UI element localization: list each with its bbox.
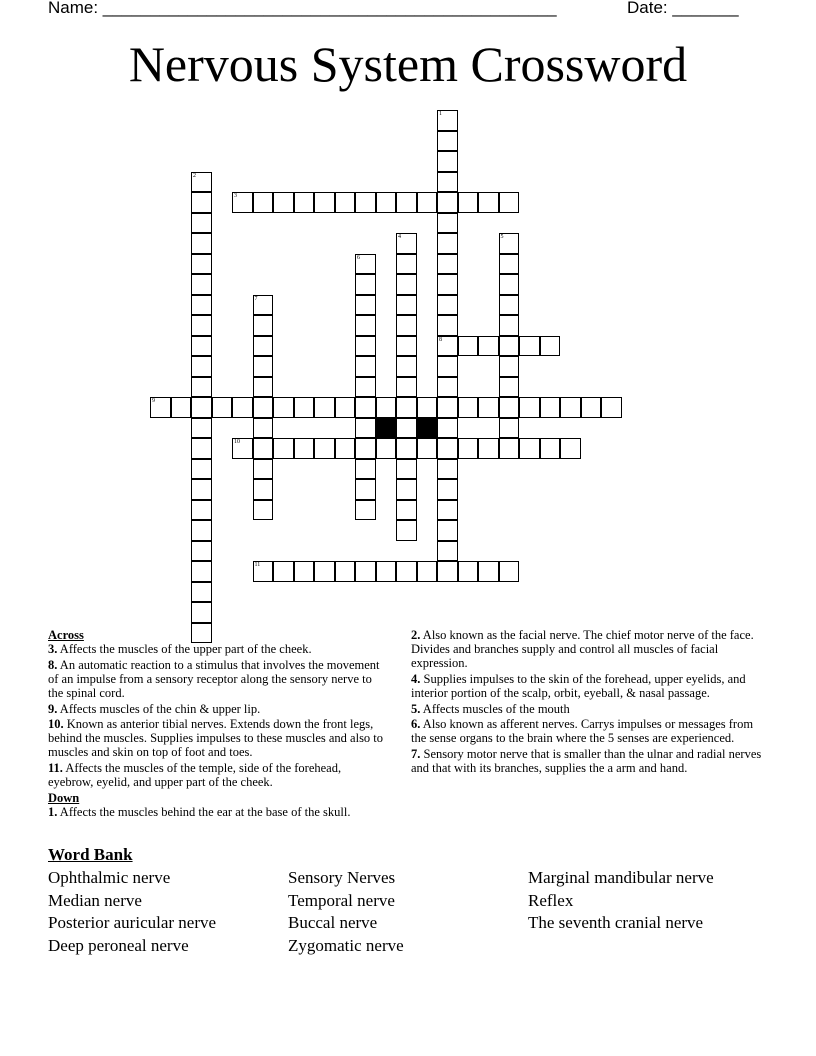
clue-number-label: 9 (152, 398, 155, 404)
answer-square[interactable] (191, 254, 212, 275)
answer-square[interactable] (191, 356, 212, 377)
answer-square[interactable] (253, 192, 274, 213)
answer-square[interactable] (191, 418, 212, 439)
answer-square[interactable] (560, 438, 581, 459)
down-clue (48, 806, 388, 820)
answer-square[interactable] (355, 418, 376, 439)
answer-square[interactable] (150, 397, 171, 418)
answer-square[interactable] (191, 561, 212, 582)
answer-square[interactable] (396, 356, 417, 377)
answer-square[interactable] (335, 192, 356, 213)
clue-text: Known as anterior tibial nerves. Extends down the front legs, behind the muscles. Supplies impulses to these muscles and also to muscles and skin on top of foot and toes. (48, 717, 384, 760)
answer-square[interactable] (540, 336, 561, 357)
answer-square[interactable] (396, 520, 417, 541)
answer-square[interactable] (355, 336, 376, 357)
answer-square[interactable] (437, 459, 458, 480)
clue-number: 5. (411, 701, 421, 716)
answer-square[interactable] (499, 397, 520, 418)
answer-square[interactable] (499, 274, 520, 295)
answer-square[interactable] (355, 254, 376, 275)
answer-square[interactable] (478, 438, 499, 459)
answer-square[interactable] (499, 561, 520, 582)
answer-square[interactable] (437, 192, 458, 213)
clue-number-label: 10 (234, 439, 240, 445)
answer-square[interactable] (437, 561, 458, 582)
answer-square[interactable] (253, 500, 274, 521)
answer-square[interactable] (458, 192, 479, 213)
answer-square[interactable] (396, 315, 417, 336)
name-field-label: Name: ________________________________________________ (48, 0, 557, 17)
clue-number: 4. (411, 671, 421, 686)
answer-square[interactable] (396, 479, 417, 500)
clue-number-label: 2 (193, 172, 196, 179)
across-clue (48, 718, 388, 760)
answer-square[interactable] (376, 438, 397, 459)
answer-square[interactable] (191, 274, 212, 295)
clue-number: 1. (48, 804, 58, 819)
answer-square[interactable] (191, 459, 212, 480)
answer-square[interactable] (437, 151, 458, 172)
answer-square[interactable] (355, 438, 376, 459)
down-clue (411, 673, 771, 701)
clue-number: 2. (411, 628, 421, 642)
answer-square[interactable] (294, 397, 315, 418)
answer-square[interactable] (253, 438, 274, 459)
clue-number-label: 8 (439, 336, 442, 343)
answer-square[interactable] (437, 213, 458, 234)
answer-square[interactable] (355, 377, 376, 398)
clue-number-label: 5 (500, 234, 504, 240)
answer-square[interactable] (437, 418, 458, 439)
down-clue-list-part2 (411, 629, 771, 776)
answer-square[interactable] (437, 274, 458, 295)
answer-square[interactable] (499, 192, 520, 213)
down-clue-list-part1 (48, 806, 388, 820)
answer-square[interactable] (191, 500, 212, 521)
answer-square[interactable] (499, 377, 520, 398)
answer-square[interactable] (253, 356, 274, 377)
across-clue (48, 762, 388, 790)
answer-square[interactable] (253, 397, 274, 418)
clues-left-column (48, 629, 388, 822)
clue-number: 6. (411, 717, 421, 732)
clue-text: Affects muscles of the mouth (420, 701, 570, 716)
across-heading: Across (48, 628, 84, 642)
answer-square[interactable] (396, 295, 417, 316)
answer-square[interactable] (314, 438, 335, 459)
answer-square[interactable] (273, 397, 294, 418)
answer-square[interactable] (499, 438, 520, 459)
answer-square[interactable] (376, 192, 397, 213)
word-bank-item: Temporal nerve (288, 890, 395, 910)
answer-square[interactable] (458, 336, 479, 357)
clue-text: Also known as the facial nerve. The chief motor nerve of the face. Divides and branches supply and control all muscles of facial expression. (411, 628, 754, 670)
answer-square[interactable] (437, 172, 458, 193)
answer-square[interactable] (458, 561, 479, 582)
answer-square[interactable] (232, 438, 253, 459)
answer-square[interactable] (191, 295, 212, 316)
word-bank-item: The seventh cranial nerve (528, 913, 704, 932)
answer-square[interactable] (355, 192, 376, 213)
answer-square[interactable] (355, 397, 376, 418)
answer-square[interactable] (396, 336, 417, 357)
down-clue (411, 703, 771, 717)
answer-square[interactable] (499, 315, 520, 336)
answer-square[interactable] (212, 397, 233, 418)
answer-square[interactable] (253, 295, 274, 316)
answer-square[interactable] (499, 336, 520, 357)
answer-square[interactable] (437, 541, 458, 562)
word-bank-title: Word Bank (48, 845, 133, 864)
word-bank-item: Median nerve (48, 890, 142, 910)
answer-square[interactable] (253, 561, 274, 582)
clue-number: 3. (48, 641, 58, 656)
word-bank-item: Deep peroneal nerve (48, 935, 189, 955)
answer-square[interactable] (355, 274, 376, 295)
answer-square[interactable] (191, 541, 212, 562)
answer-square[interactable] (519, 438, 540, 459)
answer-square[interactable] (396, 254, 417, 275)
clue-number-label: 6 (357, 254, 360, 261)
answer-square[interactable] (191, 172, 212, 193)
clue-text: Affects muscles of the chin & upper lip. (57, 701, 261, 716)
answer-square[interactable] (417, 397, 438, 418)
answer-square[interactable] (437, 377, 458, 398)
answer-square[interactable] (273, 438, 294, 459)
answer-square[interactable] (191, 397, 212, 418)
answer-square[interactable] (191, 213, 212, 234)
answer-square[interactable] (396, 233, 417, 254)
answer-square[interactable] (355, 500, 376, 521)
down-clue (411, 718, 771, 746)
answer-square[interactable] (519, 397, 540, 418)
answer-square[interactable] (417, 561, 438, 582)
answer-square[interactable] (396, 561, 417, 582)
answer-square[interactable] (335, 561, 356, 582)
word-bank-item: Ophthalmic nerve (48, 868, 171, 887)
answer-square[interactable] (355, 561, 376, 582)
clue-number-label: 4 (398, 234, 401, 240)
answer-square[interactable] (294, 438, 315, 459)
answer-square[interactable] (253, 418, 274, 439)
answer-square[interactable] (499, 356, 520, 377)
answer-square[interactable] (191, 438, 212, 459)
answer-square[interactable] (396, 377, 417, 398)
answer-square[interactable] (191, 582, 212, 603)
answer-square[interactable] (396, 192, 417, 213)
clue-number-label: 11 (254, 562, 261, 568)
answer-square[interactable] (191, 377, 212, 398)
answer-square[interactable] (540, 438, 561, 459)
answer-square[interactable] (499, 254, 520, 275)
answer-square[interactable] (396, 397, 417, 418)
answer-square[interactable] (273, 192, 294, 213)
answer-square[interactable] (355, 479, 376, 500)
answer-square[interactable] (253, 377, 274, 398)
answer-square[interactable] (253, 479, 274, 500)
date-field-label: Date: _______ (627, 0, 739, 17)
answer-square[interactable] (478, 192, 499, 213)
answer-square[interactable] (191, 192, 212, 213)
answer-square[interactable] (417, 192, 438, 213)
answer-square[interactable] (499, 418, 520, 439)
answer-square[interactable] (437, 254, 458, 275)
clue-text: Affects the muscles of the temple, side of the forehead, eyebrow, eyelid, and upper part of the cheek. (48, 761, 342, 790)
black-square (376, 418, 397, 439)
answer-square[interactable] (376, 561, 397, 582)
word-bank-item: Zygomatic nerve (288, 935, 404, 955)
answer-square[interactable] (191, 479, 212, 500)
down-clue (411, 748, 771, 776)
answer-square[interactable] (437, 295, 458, 316)
answer-square[interactable] (335, 397, 356, 418)
answer-square[interactable] (437, 500, 458, 521)
clue-text: Affects the muscles behind the ear at the base of the skull. (57, 804, 351, 819)
down-heading: Down (48, 790, 80, 805)
answer-square[interactable] (191, 336, 212, 357)
answer-square[interactable] (396, 274, 417, 295)
answer-square[interactable] (314, 192, 335, 213)
answer-square[interactable] (437, 110, 458, 131)
answer-square[interactable] (458, 438, 479, 459)
answer-square[interactable] (396, 459, 417, 480)
black-square (417, 418, 438, 439)
across-clue-list (48, 643, 388, 790)
clue-number: 9. (48, 701, 58, 716)
answer-square[interactable] (355, 295, 376, 316)
word-bank-item: Posterior auricular nerve (48, 913, 217, 932)
answer-square[interactable] (478, 561, 499, 582)
answer-square[interactable] (355, 315, 376, 336)
answer-square[interactable] (417, 438, 438, 459)
answer-square[interactable] (335, 438, 356, 459)
answer-square[interactable] (437, 131, 458, 152)
word-bank-item: Reflex (528, 890, 574, 910)
across-clue (48, 659, 388, 701)
answer-square[interactable] (355, 459, 376, 480)
answer-square[interactable] (519, 336, 540, 357)
clue-text: Also known as afferent nerves. Carrys impulses or messages from the sense organs to the brain where the 5 senses are experienced. (411, 717, 754, 746)
clue-text: Supplies impulses to the skin of the forehead, upper eyelids, and interior portion of the scalp, orbit, eyeball, & nasal passage. (411, 671, 746, 700)
answer-square[interactable] (314, 561, 335, 582)
across-clue (48, 703, 388, 717)
answer-square[interactable] (458, 397, 479, 418)
clue-number: 11. (48, 761, 63, 776)
answer-square[interactable] (294, 561, 315, 582)
answer-square[interactable] (437, 438, 458, 459)
answer-square[interactable] (232, 192, 253, 213)
clue-number-label: 3 (234, 193, 237, 199)
answer-square[interactable] (437, 336, 458, 357)
answer-square[interactable] (540, 397, 561, 418)
answer-square[interactable] (437, 233, 458, 254)
answer-square[interactable] (437, 397, 458, 418)
clues-right-column (411, 629, 771, 778)
answer-square[interactable] (355, 356, 376, 377)
answer-square[interactable] (437, 356, 458, 377)
answer-square[interactable] (191, 233, 212, 254)
answer-square[interactable] (171, 397, 192, 418)
answer-square[interactable] (581, 397, 602, 418)
word-bank-item: Sensory Nerves (288, 868, 396, 887)
answer-square[interactable] (478, 336, 499, 357)
clue-text: Affects the muscles of the upper part of the cheek. (57, 641, 312, 656)
answer-square[interactable] (232, 397, 253, 418)
answer-square[interactable] (273, 561, 294, 582)
answer-square[interactable] (478, 397, 499, 418)
across-clue (48, 643, 388, 657)
answer-square[interactable] (191, 315, 212, 336)
answer-square[interactable] (437, 315, 458, 336)
answer-square[interactable] (314, 397, 335, 418)
clue-number: 10. (48, 717, 64, 732)
clue-text: An automatic reaction to a stimulus that involves the movement of an impulse from a sensory receptor along the sensory nerve to the spinal cord. (48, 657, 380, 700)
answer-square[interactable] (253, 315, 274, 336)
page-title: Nervous System Crossword (128, 36, 688, 92)
answer-square[interactable] (437, 479, 458, 500)
word-bank-item: Buccal nerve (288, 913, 378, 932)
answer-square[interactable] (601, 397, 622, 418)
clue-text: Sensory motor nerve that is smaller than the ulnar and radial nerves and that with its branches, supplies the a arm and hand. (411, 747, 762, 776)
answer-square[interactable] (437, 520, 458, 541)
answer-square[interactable] (294, 192, 315, 213)
answer-square[interactable] (191, 520, 212, 541)
answer-square[interactable] (560, 397, 581, 418)
answer-square[interactable] (396, 418, 417, 439)
clue-number-label: 7 (254, 295, 258, 302)
answer-square[interactable] (499, 233, 520, 254)
down-clue (411, 629, 771, 671)
answer-square[interactable] (253, 459, 274, 480)
answer-square[interactable] (376, 397, 397, 418)
answer-square[interactable] (191, 602, 212, 623)
answer-square[interactable] (396, 500, 417, 521)
clue-number: 8. (48, 657, 58, 672)
answer-square[interactable] (253, 336, 274, 357)
answer-square[interactable] (396, 438, 417, 459)
word-bank-item: Marginal mandibular nerve (528, 868, 714, 887)
answer-square[interactable] (499, 295, 520, 316)
clue-number-label: 1 (439, 111, 442, 117)
clue-number: 7. (411, 747, 421, 762)
